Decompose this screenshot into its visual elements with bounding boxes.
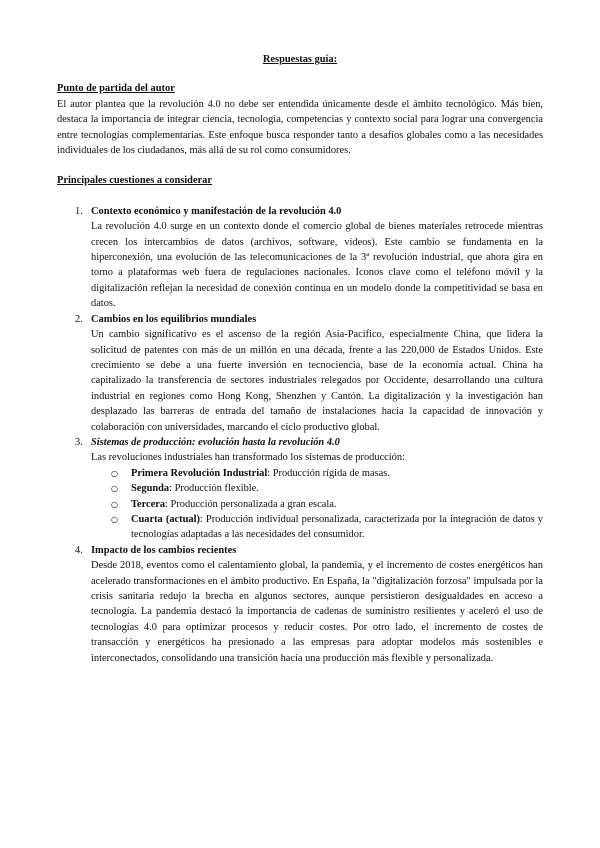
sub-list-item: [91, 466, 543, 481]
item-number: 3.: [75, 436, 83, 448]
item-title: Contexto económico y manifestación de la revolución 4.0: [91, 205, 342, 217]
item-text: Desde 2018, eventos como el calentamiento global, la pandemia, y el incremento de costes energéticos han acelerado transformaciones en el ámbito productivo. En España, la "digitalización forzosa" impulsada por la crisis sanitaria redujo la brecha en algunos sectores, aunque persistieron desigualdades en acceso a tecnología. La pandemia destacó la importancia de cadenas de suministro resilientes y aceleró el uso de tecnologías 4.0 para optimizar procesos y reducir costes. Por otro lado, el incremento de costes de transacción y energéticos ha presionado a las empresas para adoptar modelos más sostenibles e interconectados, consolidando una transición hacia una producción más flexible y personalizada.: [91, 560, 543, 664]
section-heading-cuestiones: Principales cuestiones a considerar: [57, 175, 212, 187]
list-item: [57, 312, 543, 435]
list-item: [57, 204, 543, 312]
section-heading-punto: Punto de partida del autor: [57, 83, 175, 95]
bullet-circle-icon: ○: [111, 499, 118, 509]
item-title: Sistemas de producción: evolución hasta la revolución 4.0: [91, 436, 340, 448]
list-item: [57, 543, 543, 666]
item-text: Un cambio significativo es el ascenso de la región Asia-Pacífico, especialmente China, que lidera la solicitud de patentes con más de un millón en una década, frente a las 220,000 de Estados Unidos. Este crecimiento se debe a una fuerte inversión en tecnociencia, base de la economía actual. China ha capitalizado la transferencia de sectores industriales relegados por Occidente, desarrollando una cultura industrial en regiones como Hong Kong, Shenzhen y Cantón. La digitalización y la investigación han desplazado las barreras de entrada del tamaño de instalaciones hacia la capacidad de innovación y colaboración con universidades, marcando el ciclo productivo global.: [91, 329, 543, 433]
list-item: [57, 435, 543, 543]
item-title: Impacto de los cambios recientes: [91, 544, 237, 556]
item-text: Las revoluciones industriales han transformado los sistemas de producción:: [91, 452, 405, 464]
section-text-punto: El autor plantea que la revolución 4.0 no debe ser entendida únicamente desde el ámbito tecnológico. Más bien, destaca la importancia de integrar ciencia, tecnología, competencias y contexto social para lograr una convergencia entre tecnologías complementarias. Este enfoque busca responder tanto a desafíos globales como a las necesidades individuales de los ciudadanos, más allá de su rol como consumidores.: [57, 98, 543, 157]
numbered-list: [57, 204, 543, 666]
item-title: Cambios en los equilibrios mundiales: [91, 313, 257, 325]
item-number: 1.: [75, 205, 83, 217]
bullet-circle-icon: ○: [111, 514, 118, 524]
sub-list: [91, 466, 543, 543]
sub-list-item: [91, 512, 543, 543]
sub-item-desc: : Producción rígida de masas.: [267, 467, 390, 479]
item-number: 2.: [75, 313, 83, 325]
sub-item-term: Primera Revolución Industrial: [131, 467, 268, 479]
sub-item-desc: : Producción individual personalizada, caracterizada por la integración de datos y tecnologías adaptadas a las necesidades del consumidor.: [131, 513, 543, 541]
item-text: La revolución 4.0 surge en un contexto donde el comercio global de bienes materiales retrocede mientras crecen los intercambios de datos (archivos, software, videos). Este cambio se fundamenta en la hiperconexión, una evolución de las telecomunicaciones de la 3ª revolución industrial, que ahora gira en torno a plataformas web fuera de regulaciones nacionales. Iconos clave como el teléfono móvil y la digitalización reflejan la necesidad de conexión continua en un modelo donde la competitividad se basa en datos.: [91, 221, 543, 310]
sub-list-item: [91, 497, 543, 512]
sub-item-desc: : Producción personalizada a gran escala.: [165, 498, 337, 510]
bullet-circle-icon: ○: [111, 468, 118, 478]
section-spacer: [57, 189, 543, 204]
sub-item-term: Segunda: [131, 483, 170, 495]
sub-item-term: Tercera: [131, 498, 166, 510]
sub-list-item: [91, 481, 543, 496]
page-title: Respuestas guía:: [262, 54, 338, 65]
bullet-circle-icon: ○: [111, 484, 118, 494]
sub-item-desc: : Producción flexible.: [169, 483, 259, 495]
item-number: 4.: [75, 544, 83, 556]
sub-item-term: Cuarta (actual): [131, 513, 200, 525]
